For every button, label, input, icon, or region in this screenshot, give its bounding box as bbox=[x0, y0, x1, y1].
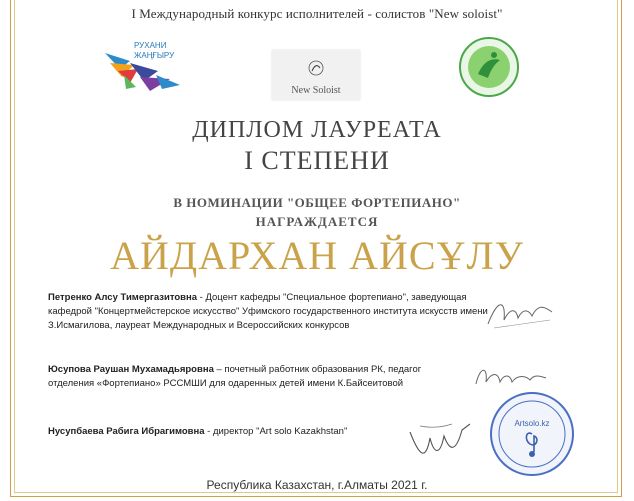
stamp-text: Artsolo.kz bbox=[514, 419, 550, 428]
awarded-text: НАГРАЖДАЕТСЯ bbox=[255, 214, 379, 229]
rukhani-zhangyru-logo bbox=[100, 35, 185, 95]
signature-1-icon bbox=[480, 290, 560, 335]
contest-header: I Международный конкурс исполнителей - солистов "New soloist" bbox=[131, 6, 503, 21]
logo-left-line1: РУХАНИ bbox=[134, 41, 167, 50]
stamp-icon bbox=[488, 390, 576, 478]
green-circle-logo bbox=[458, 36, 520, 98]
logo-mid-text: New Soloist bbox=[291, 85, 341, 96]
signatory-3-name: Нусупбаева Рабига Ибрагимовна bbox=[48, 426, 205, 437]
signatory-1-role: - Доцент кафедры "Специальное фортепиано", заведующая кафедрой "Концертмейстерское искусство" Уфимского государственного института искусств имени З.Исмагилова, лауреат Международных и Всероссийских конкурсов bbox=[48, 292, 488, 331]
signatory-3-role: - директор "Art solo Kazakhstan" bbox=[204, 426, 348, 437]
signatory-1-name: Петренко Алсу Тимергазитовна bbox=[48, 292, 198, 303]
diploma-title: ДИПЛОМ ЛАУРЕАТА bbox=[192, 117, 442, 143]
logo-left-line2: ЖАҢҒЫРУ bbox=[134, 51, 175, 60]
signatory-2-role: – почетный работник образования РК, педагог отделения «Фортепиано» РССМШИ для одаренных детей имени К.Байсеитовой bbox=[48, 364, 422, 389]
signature-3-icon bbox=[400, 418, 480, 468]
nomination-text: В НОМИНАЦИИ "ОБЩЕЕ ФОРТЕПИАНО" bbox=[173, 195, 461, 210]
diploma-degree: I СТЕПЕНИ bbox=[244, 146, 390, 175]
laureate-name: АЙДАРХАН АЙСҰЛУ bbox=[110, 233, 524, 278]
piano-emblem-icon bbox=[272, 50, 360, 84]
signatory-1 bbox=[48, 291, 488, 333]
new-soloist-logo bbox=[272, 50, 360, 100]
footer-location: Республика Казахстан, г.Алматы 2021 г. bbox=[206, 478, 428, 492]
signatory-3 bbox=[48, 425, 428, 439]
signatory-2-name: Юсупова Раушан Мухамадьяровна bbox=[48, 364, 214, 375]
signatory-2 bbox=[48, 363, 468, 391]
